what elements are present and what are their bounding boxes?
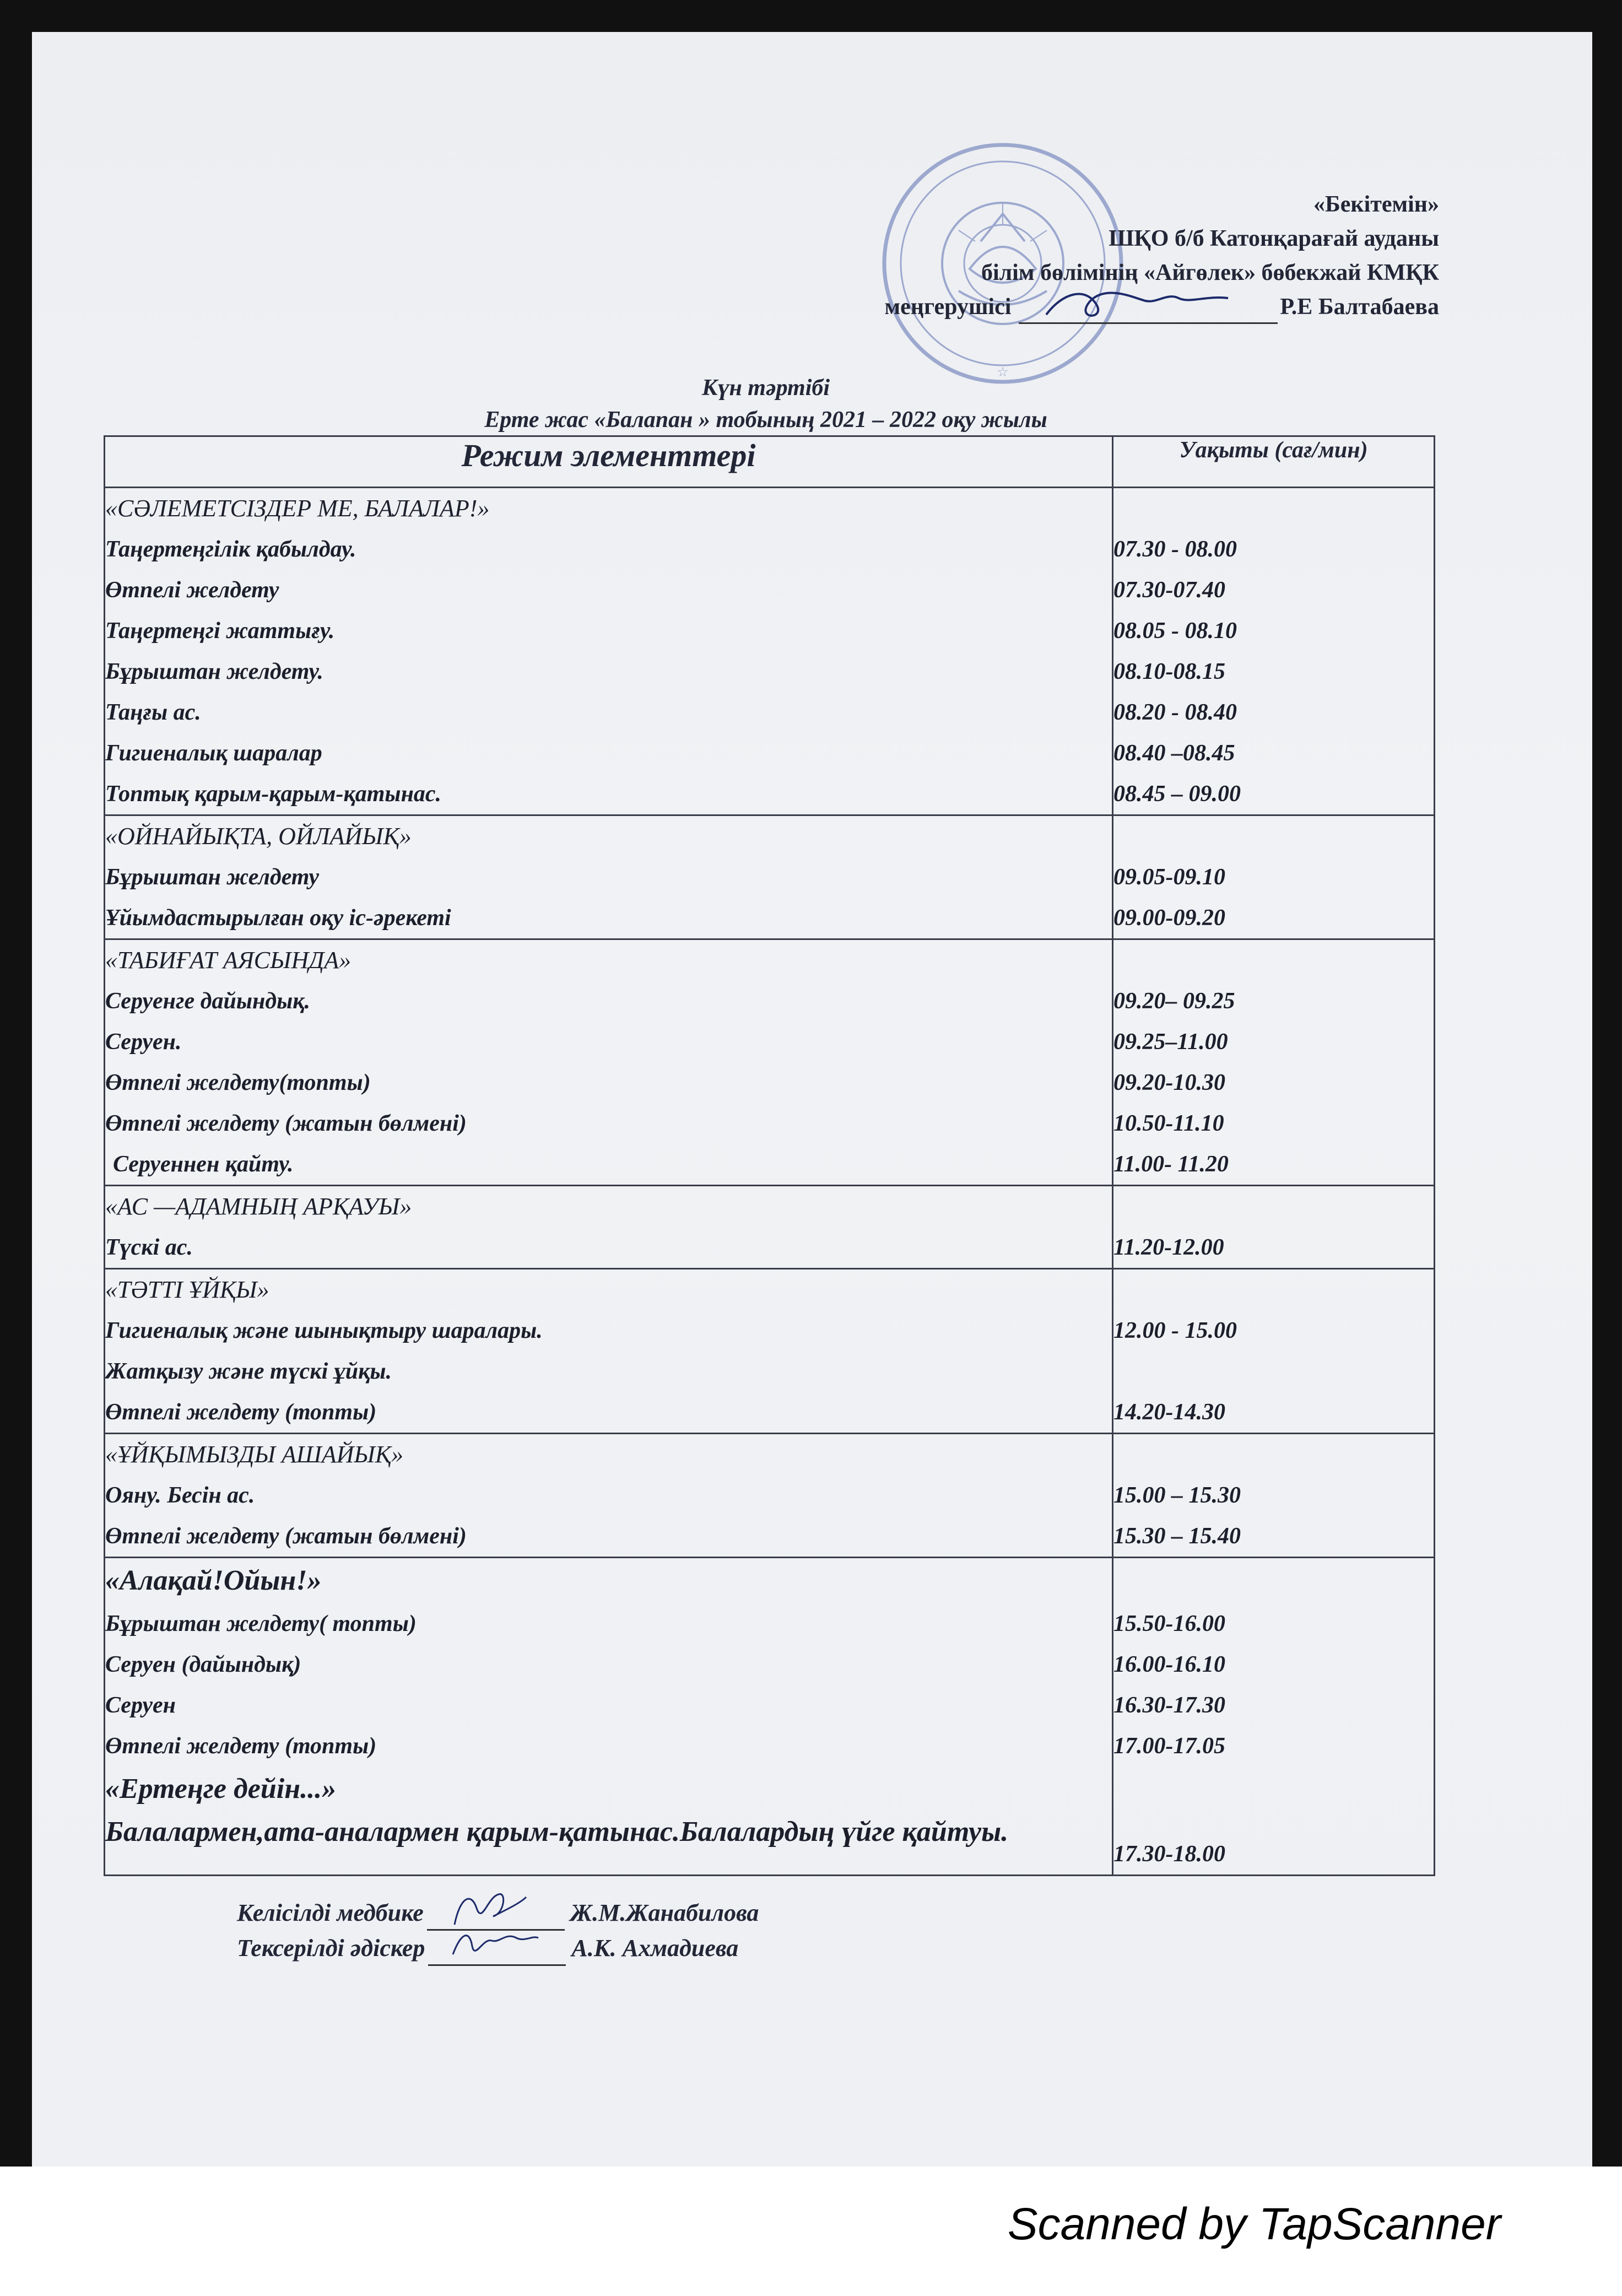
activity-time: 09.00-09.20: [1113, 905, 1225, 931]
activity-time: 07.30 - 08.00: [1113, 537, 1237, 562]
activity-time: 16.30-17.30: [1113, 1693, 1225, 1718]
activity-label: Өтпелі желдету: [105, 577, 279, 603]
activity-time: 17.00-17.05: [1113, 1733, 1225, 1759]
activity-label: Өтпелі желдету (топты): [105, 1400, 377, 1425]
activity-label: Бұрыштан желдету.: [105, 659, 323, 684]
methodist-signature-row: [237, 1931, 759, 1966]
approval-position: меңгерушісі: [884, 294, 1012, 320]
section-subtitle: «Ертеңге дейін...»: [105, 1773, 337, 1805]
nurse-name: Ж.М.Жанабилова: [570, 1899, 759, 1926]
document-subtitle: Ерте жас «Балапан » тобының 2021 – 2022 оқу жылы: [484, 407, 1047, 433]
activity-label: Гигиеналық шаралар: [105, 741, 322, 766]
activity-label: Серуен.: [105, 1029, 182, 1055]
activity-label: Бұрыштан желдету: [105, 865, 320, 890]
header-regime-elements: Режим элементтері: [105, 436, 1113, 488]
scan-border-top: [0, 0, 1622, 32]
activity-time: 16.00-16.10: [1113, 1652, 1225, 1677]
activity-time: 11.20-12.00: [1113, 1235, 1224, 1260]
approval-department: ШҚО б/б Катонқарағай ауданы: [1109, 226, 1439, 251]
activity-label: Серуеннен қайту.: [113, 1152, 294, 1177]
approval-block: [885, 187, 1439, 324]
activity-label: Өтпелі желдету (жатын бөлмені): [105, 1524, 467, 1549]
activity-time: 09.20-10.30: [1113, 1070, 1225, 1095]
activity-time: 15.30 – 15.40: [1113, 1524, 1241, 1549]
activity-label: Таңғы ас.: [105, 700, 201, 725]
activity-time: 11.00- 11.20: [1113, 1152, 1229, 1177]
activity-time: 08.10-08.15: [1113, 659, 1225, 684]
methodist-signature-icon: [445, 1921, 544, 1965]
nurse-role: Келісілді медбике: [237, 1899, 424, 1926]
activity-label: Өтпелі желдету (топты): [105, 1733, 377, 1759]
section-title: «Алақай!Ойын!»: [105, 1565, 322, 1596]
activity-label: Ояну. Бесін ас.: [105, 1483, 255, 1508]
approval-organization: білім бөлімінің «Айгөлек» бөбекжай КМҚК: [981, 260, 1439, 285]
table-row: [105, 1434, 1435, 1558]
section-title: «ТАБИҒАТ АЯСЫНДА»: [105, 947, 352, 974]
document-title: Күн тәртібі: [701, 375, 830, 401]
activity-label: Өтпелі желдету(топты): [105, 1070, 371, 1095]
schedule-table: [104, 435, 1435, 1876]
table-row: [105, 1269, 1435, 1434]
methodist-name: А.К. Ахмадиева: [571, 1935, 739, 1962]
activity-time: 08.40 –08.45: [1113, 741, 1235, 766]
activity-time: 08.45 – 09.00: [1113, 781, 1241, 807]
activity-label: Таңертеңгілік қабылдау.: [105, 537, 356, 562]
activity-time: 08.05 - 08.10: [1113, 618, 1237, 644]
section-title: «СӘЛЕМЕТСІЗДЕР МЕ, БАЛАЛАР!»: [105, 495, 490, 522]
activity-time: 08.20 - 08.40: [1113, 700, 1237, 725]
table-row: [105, 1558, 1435, 1876]
activity-label: Гигиеналық және шынықтыру шаралары.: [105, 1318, 543, 1343]
activity-label: Жатқызу және түскі ұйқы.: [105, 1359, 392, 1384]
director-signature-line: [1019, 298, 1278, 324]
methodist-role: Тексерілді әдіскер: [237, 1935, 425, 1962]
approval-signature-row: [885, 290, 1439, 324]
header-time: Уақыты (сағ/мин): [1113, 436, 1435, 488]
section-title: «ОЙНАЙЫҚТА, ОЙЛАЙЫҚ»: [105, 823, 412, 850]
activity-label: Серуен: [105, 1693, 176, 1718]
table-row: [105, 815, 1435, 939]
table-row: [105, 1186, 1435, 1269]
activity-time: 17.30-18.00: [1113, 1841, 1225, 1867]
activity-time: 09.05-09.10: [1113, 865, 1225, 890]
director-signature-icon: [1041, 282, 1239, 326]
activity-time: 15.00 – 15.30: [1113, 1483, 1241, 1508]
activity-label: Ұйымдастырылған оқу іс-әрекеті: [105, 905, 451, 931]
activity-time: 10.50-11.10: [1113, 1111, 1224, 1136]
scan-border-left: [0, 0, 32, 2167]
activity-label: Бұрыштан желдету( топты): [105, 1611, 417, 1636]
activity-time: 14.20-14.30: [1113, 1400, 1225, 1425]
scan-border-right: [1592, 0, 1622, 2167]
activity-time: 12.00 - 15.00: [1113, 1318, 1237, 1343]
footer-signatures: [237, 1895, 759, 1966]
activity-label: Топтық қарым-қарым-қатынас.: [105, 781, 442, 807]
table-row: [105, 488, 1435, 815]
activity-label: Балалармен,ата-аналармен қарым-қатынас.Балалардың үйге қайтуы.: [105, 1816, 1009, 1847]
table-row: [105, 939, 1435, 1186]
scanner-watermark: Scanned by TapScanner: [1007, 2199, 1501, 2249]
table-header-row: [105, 436, 1435, 488]
activity-label: Өтпелі желдету (жатын бөлмені): [105, 1111, 467, 1136]
svg-text:☆: ☆: [997, 364, 1009, 380]
activity-label: Таңертеңгі жаттығу.: [105, 618, 335, 644]
methodist-signature-line: [428, 1942, 566, 1966]
section-title: «АС —АДАМНЫҢ АРҚАУЫ»: [105, 1193, 412, 1220]
activity-time: 07.30-07.40: [1113, 577, 1225, 603]
activity-label: Серуенге дайындық.: [105, 988, 311, 1014]
approval-heading: «Бекітемін»: [1313, 192, 1439, 217]
activity-time: [1113, 1351, 1434, 1392]
activity-time: 15.50-16.00: [1113, 1611, 1225, 1636]
activity-time: 09.25–11.00: [1113, 1029, 1228, 1055]
section-title: «ҰЙҚЫМЫЗДЫ АШАЙЫҚ»: [105, 1441, 404, 1468]
activity-time: 09.20– 09.25: [1113, 988, 1235, 1014]
activity-label: Серуен (дайындық): [105, 1652, 301, 1677]
activity-label: Түскі ас.: [105, 1235, 193, 1260]
section-title: «ТӘТТІ ҰЙҚЫ»: [105, 1276, 269, 1303]
director-name: Р.Е Балтабаева: [1280, 294, 1439, 320]
